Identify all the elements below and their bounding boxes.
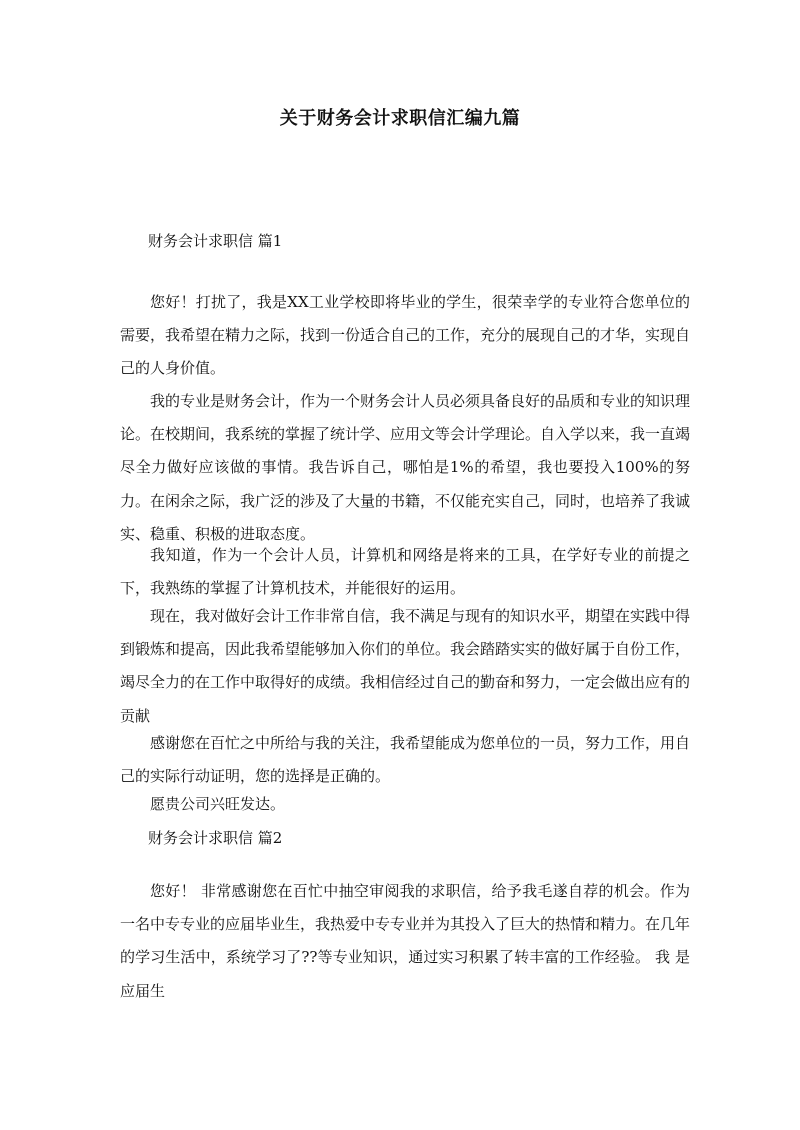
paragraph: 愿贵公司兴旺发达。: [150, 795, 286, 813]
section-heading-1: 财务会计求职信 篇1: [148, 232, 283, 250]
paragraph: 我知道，作为一个会计人员，计算机和网络是将来的工具，在学好专业的前提之下，我熟练的掌握了计算机技术，并能很好的运用。: [120, 546, 690, 598]
section-heading-2: 财务会计求职信 篇2: [148, 829, 283, 847]
paragraph: 感谢您在百忙之中所给与我的关注，我希望能成为您单位的一员，努力工作，用自己的实际行动证明，您的选择是正确的。: [120, 734, 691, 786]
paragraph: 您好！ 非常感谢您在百忙中抽空审阅我的求职信，给予我毛遂自荐的机会。作为 一名中专专业的应届毕业生，我热爱中专专业并为其投入了巨大的热情和精力。在几年的学习生活中，系统学习了??等专业知识，通过实习积累了转丰富的工作经验。 我 是应届生: [120, 882, 706, 1000]
paragraph: 我的专业是财务会计，作为一个财务会计人员必须具备良好的品质和专业的知识理论。在校期间，我系统的掌握了统计学、应用文等会计学理论。自入学以来，我一直竭尽全力做好应该做的事情。我告诉自己，哪怕是1%的希望，我也要投入100%的努力。在闲余之际，我广泛的涉及了大量的书籍，不仅能充实自己，同时，也培养了我诚实、稳重、积极的进取态度。: [120, 392, 691, 543]
document-title: 关于财务会计求职信汇编九篇: [279, 108, 521, 129]
paragraph: 您好！打扰了，我是XX工业学校即将毕业的学生，很荣幸学的专业符合您单位的需要，我希望在精力之际，找到一份适合自己的工作，充分的展现自己的才华，实现自己的人身价值。: [120, 293, 691, 378]
paragraph: 现在，我对做好会计工作非常自信，我不满足与现有的知识水平，期望在实践中得到锻炼和提高，因此我希望能够加入你们的单位。我会踏踏实实的做好属于自份工作，竭尽全力的在工作中取得好的成绩。我相信经过自己的勤奋和努力，一定会做出应有的贡献: [120, 607, 691, 725]
